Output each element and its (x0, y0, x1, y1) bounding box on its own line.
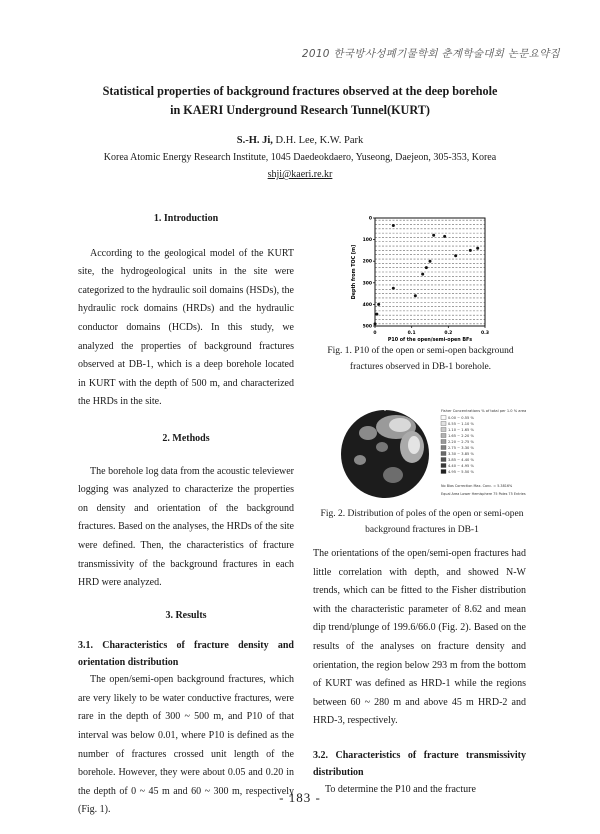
intro-paragraph: According to the geological model of the KURT site, the hydrogeological units in the site were categorized to the hydraulic soil domains (HSDs), the hydraulic rock domains (HRDs) and the hydraulic conductor domains (HCDs). In this study, we analyzed the properties of background fractures observed at DB-1, which is a deep borehole located in KURT with the depth of 500 m, and characterized the HRDs in the site. (78, 247, 294, 408)
pole-cluster (389, 418, 411, 432)
data-point (392, 287, 395, 290)
page-number: - 183 - (279, 790, 321, 805)
subsection-3-2-heading: 3.2. Characteristics of fracture transmissivity distribution (313, 749, 526, 778)
proceedings-header: 2010 한국방사성폐기물학회 춘계학술대회 논문요약집 (301, 48, 560, 60)
legend-swatch (441, 416, 446, 420)
subsection-3-1-paragraph: The open/semi-open background fractures, which are very likely to be water conductive fractures, were rare in the depth of 300 ~ 500 m, and P10 of that interval was below 0.01, where P10 is defined as the number of fractures crossed unit length of the borehole. However, they were about 0.05 and 0.20 in the depth of 0 ~ 45 m and 60 ~ 300 m, respectively (Fig. 1). (78, 674, 294, 816)
pole-cluster (383, 467, 403, 483)
legend-swatch (441, 440, 446, 444)
right-column (313, 545, 526, 800)
legend-label: 3.85 ~ 4.40 % (448, 458, 474, 462)
legend-label: 0.55 ~ 1.10 % (448, 422, 474, 426)
data-point (443, 235, 446, 238)
data-point (429, 260, 432, 263)
title-line-2: in KAERI Underground Research Tunnel(KURT) (170, 103, 430, 117)
stereonet-plot (338, 405, 527, 505)
co-authors: D.H. Lee, K.W. Park (272, 135, 364, 146)
figure-2-caption: Fig. 2. Distribution of poles of the open or semi-open background fractures in DB-1 (320, 509, 524, 535)
data-point (377, 303, 380, 306)
legend-title: Fisher Concentrations % of total per 1.0 % area (441, 409, 527, 413)
methods-paragraph: The borehole log data from the acoustic televiewer logging was analyzed to characterize the properties on density and orientation of the background fractures. Based on the analyses, the HRDs of the site were defined. Then, the characteristics of fracture transmissivity of the background fractures in each HRD were analyzed. (78, 465, 294, 589)
methods-heading: 2. Methods (162, 432, 210, 444)
data-point (414, 294, 417, 297)
x-tick-label: 0 (373, 331, 377, 336)
pole-cluster (354, 455, 366, 465)
data-point (476, 247, 479, 250)
data-point (375, 313, 378, 316)
left-column (78, 210, 294, 820)
legend-swatch (441, 434, 446, 438)
legend-label: 3.30 ~ 3.85 % (448, 452, 474, 456)
author-list (0, 135, 600, 146)
legend-label: 0.00 ~ 0.55 % (448, 416, 474, 420)
legend-swatch (441, 446, 446, 450)
x-tick-label: 0.2 (444, 331, 453, 336)
y-tick-label: 100 (362, 238, 372, 244)
orientation-paragraph: The orientations of the open/semi-open fractures had little correlation with depth, and showed N-W trends, which can be fitted to the Fisher distribution with the characteristic parameter of 8.62 and mean dip trend/plunge of 199.6/66.0 (Fig. 2). Based on the results of the analyses on fracture density and orientation, the region below 293 m from the bottom of KURT was defined as HRD-1 while the regions between 60 ~ 280 m and above 45 m HRD-2 and HRD-3, respectively. (313, 548, 526, 727)
y-tick-label: 500 (362, 324, 372, 330)
legend-label: 2.20 ~ 2.75 % (448, 440, 474, 444)
legend-label: 4.95 ~ 5.50 % (448, 470, 474, 474)
figure-2 (338, 405, 527, 505)
x-tick-label: 0.1 (407, 331, 416, 336)
legend-footer: No Bias Correction Max. Conc. = 5.3816% (441, 484, 513, 488)
legend-swatch (441, 458, 446, 462)
data-point (392, 224, 395, 227)
results-heading: 3. Results (165, 609, 207, 621)
x-axis-label: P10 of the open/semi-open BFs (387, 338, 473, 343)
y-axis-label: Depth from TOC [m] (352, 244, 357, 300)
legend-label: 1.65 ~ 2.20 % (448, 434, 474, 438)
y-tick-label: 200 (362, 259, 372, 265)
y-tick-label: 300 (362, 281, 372, 287)
intro-heading: 1. Introduction (153, 213, 219, 224)
y-tick-label: 400 (362, 302, 372, 308)
data-point (454, 254, 457, 257)
legend-swatch (441, 452, 446, 456)
corresponding-author: S.-H. Ji, (236, 135, 273, 146)
legend-swatch (441, 422, 446, 426)
data-point (421, 273, 424, 276)
pole-cluster (376, 442, 388, 452)
paper-title (60, 82, 540, 120)
legend-label: 4.40 ~ 4.95 % (448, 464, 474, 468)
author-email[interactable]: shji@kaeri.re.kr (267, 169, 333, 180)
p10-depth-chart (330, 210, 500, 345)
legend-swatch (441, 464, 446, 468)
plot-frame (375, 218, 485, 326)
legend-label: 1.10 ~ 1.65 % (448, 428, 474, 432)
title-line-1: Statistical properties of background fractures observed at the deep borehole (102, 84, 498, 98)
legend-swatch (441, 428, 446, 432)
affiliation: Korea Atomic Energy Research Institute, 1045 Daedeokdaero, Yuseong, Daejeon, 305-353, Korea (103, 152, 497, 163)
data-point (425, 266, 428, 269)
pole-cluster (359, 426, 377, 440)
x-tick-label: 0.3 (481, 331, 489, 336)
data-point (374, 322, 377, 325)
subsection-3-2-paragraph: To determine the P10 and the fracture (325, 783, 476, 795)
legend-swatch (441, 470, 446, 474)
y-tick-label: 0 (368, 216, 372, 222)
data-point (469, 249, 472, 252)
legend-footer-2: Equal Area Lower Hemisphere 75 Poles 75 Entries (441, 492, 526, 496)
legend-label: 2.75 ~ 3.30 % (448, 446, 474, 450)
pole-cluster (408, 436, 420, 454)
figure-1 (330, 210, 500, 345)
figure-1-caption: Fig. 1. P10 of the open or semi-open background fractures observed in DB-1 borehole. (327, 346, 514, 372)
data-point (432, 234, 435, 237)
subsection-3-1-heading: 3.1. Characteristics of fracture density and orientation distribution (78, 640, 294, 669)
